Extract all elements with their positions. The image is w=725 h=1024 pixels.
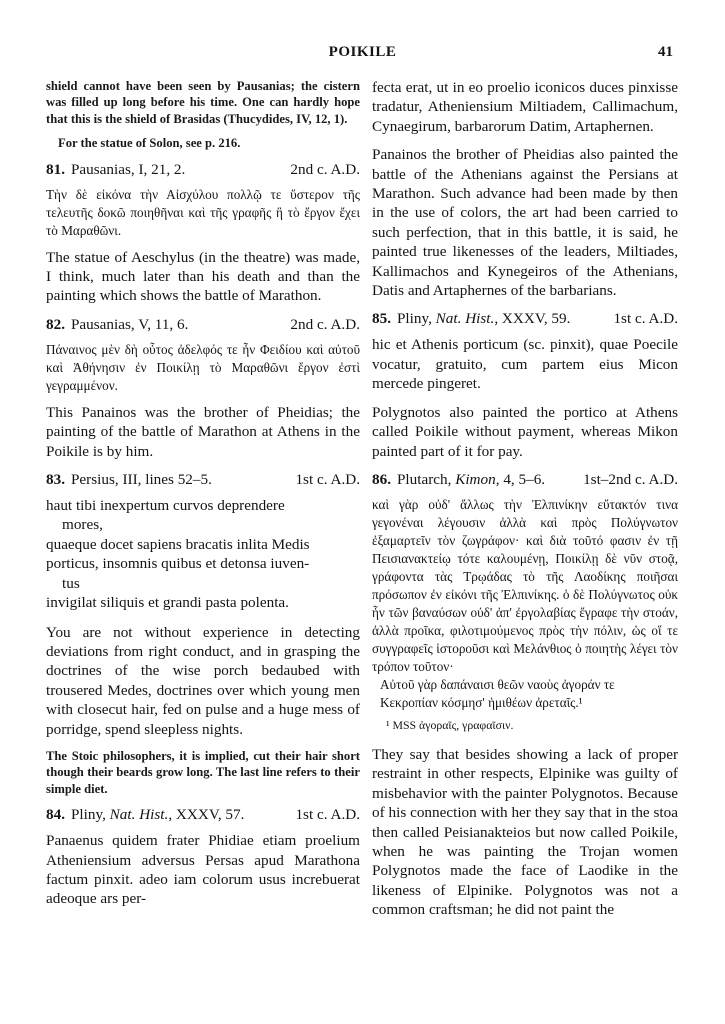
- entry-83-latin-verse: [46, 496, 360, 612]
- entry-86-source-ref: , 4, 5–6.: [495, 470, 546, 488]
- entry-81: [46, 160, 360, 306]
- entry-85-latin: hic et Athenis porticum (sc. pinxit), quae Poecile vocatur, gratuito, cum partem eius Micon mercede pingeret.: [372, 336, 678, 393]
- verse-line: invigilat siliquis et grandi pasta polenta.: [46, 594, 289, 612]
- greek-verse-line: Αὐτοῦ γὰρ δαπάναισι θεῶν ναοὺς ἀγοράν τε: [380, 676, 615, 692]
- entry-86-number: 86.: [372, 470, 391, 488]
- entry-84-latin-continued: fecta erat, ut in eo proelio iconicos duces pinxisse tradatur, Atheniensium Miltiadem, Callimachum, Cynaegirum, barbarorum Datim, Artaphernen.: [372, 79, 678, 135]
- verse-line: quaeque docet sapiens bracatis inlita Medis: [46, 535, 310, 553]
- entry-81-heading: [46, 160, 360, 180]
- running-title: POIKILE: [328, 44, 397, 60]
- entry-82-number: 82.: [46, 315, 65, 333]
- entry-85-number: 85.: [372, 310, 391, 328]
- entry-84-source-title: Nat. Hist.: [109, 806, 169, 824]
- entry-84-latin: Panaenus quidem frater Phidiae etiam proelium Atheniensium adversus Persas apud Marathona factum pinxit. adeo iam colorum usus increbuerat adeoque ars per-: [46, 832, 360, 908]
- entry-83-heading: [46, 470, 360, 490]
- footnote: ¹ MSS ἀγοραῖς, γραφαῖσιν.: [386, 717, 514, 732]
- greek-verse-line: Κεκροπίαν κόσμησ' ἡμιθέων ἀρεταῖς.¹: [380, 694, 583, 710]
- entry-84-english: Panainos the brother of Pheidias also painted the battle of the Athenians against the Persians at Marathon. Such advance had been made by then in the use of colors, the art had been carried to such perfection, that in this battle, it is said, he painted true likenesses of the leaders, Miltiades, Kallimachos and Kynegeiros of the Athenians, Datis and Artaphernes of the barbarians.: [372, 146, 678, 300]
- entry-86-date: 1st–2nd c. A.D.: [583, 470, 678, 488]
- intro-note-solon: For the statue of Solon, see p. 216.: [58, 136, 241, 151]
- entry-86-source-title: Kimon: [455, 470, 496, 488]
- entry-83-english: You are not without experience in detecting deviations from right conduct, and in grasping the doctrines of the wise porch bedaubed with trousered Medes, doctrines over which young men with closecut hair, fed on pulse and a huge mess of porridge, spend sleepless nights.: [46, 623, 360, 738]
- entry-85-heading: [372, 309, 678, 329]
- entry-81-date: 2nd c. A.D.: [290, 160, 360, 178]
- entry-84: [46, 805, 360, 909]
- intro-note: shield cannot have been seen by Pausanias; the cistern was filled up long before his time. One can hardly hope that this is the shield of Brasidas (Thucydides, IV, 12, 1).: [46, 79, 360, 126]
- page-number: 41: [658, 44, 673, 60]
- entry-83-date: 1st c. A.D.: [295, 471, 360, 489]
- entry-83-number: 83.: [46, 471, 65, 489]
- entry-85-english: Polygnotos also painted the portico at Athens called Poikile without payment, whereas Mikon painted part of it for pay.: [372, 403, 678, 460]
- entry-81-source: Pausanias, I, 21, 2.: [70, 160, 186, 178]
- entry-82-greek: Πάναινος μὲν δὴ οὗτος ἀδελφός τε ἦν Φειδίου καὶ αὐτοῦ καὶ Ἀθήνησιν ἐν Ποικίλῃ τὸ Μαραθῶνι ἔργον ἐστὶ γεγραμμένον.: [46, 341, 360, 393]
- entry-82-heading: [46, 315, 360, 335]
- entry-82-english: This Panainos was the brother of Pheidias; the painting of the battle of Marathon at Athens in the Poikile is by him.: [46, 403, 360, 460]
- entry-81-number: 81.: [46, 160, 65, 178]
- running-head: [0, 44, 725, 66]
- entry-84-source: Pliny,: [70, 806, 110, 824]
- entry-85: [372, 309, 678, 460]
- entry-85-source-ref: , XXXV, 59.: [494, 310, 571, 328]
- entry-86: [372, 470, 678, 920]
- entry-85-source-title: Nat. Hist.: [435, 310, 495, 328]
- verse-line: porticus, insomnis quibus et detonsa iuven-: [46, 555, 310, 573]
- entry-84-number: 84.: [46, 806, 65, 824]
- entry-84-date: 1st c. A.D.: [295, 806, 360, 824]
- entry-81-english: The statue of Aeschylus (in the theatre) was made, I think, much later than his death and than the painting which shows the battle of Marathon.: [46, 248, 360, 305]
- entry-86-greek-verse: [372, 676, 678, 712]
- entry-82: [46, 315, 360, 461]
- entry-82-date: 2nd c. A.D.: [290, 315, 360, 333]
- verse-line-continuation: mores,: [62, 516, 103, 534]
- right-column: [372, 78, 678, 929]
- entry-81-greek: Τὴν δὲ εἰκόνα τὴν Αἰσχύλου πολλῷ τε ὕστερον τῆς τελευτῆς δοκῶ ποιηθῆναι καὶ τῆς γραφῆς ἣ τὸ ἔργον ἔχει τὸ Μαραθῶνι.: [46, 186, 360, 238]
- entry-86-heading: [372, 470, 678, 490]
- verse-line-continuation: tus: [62, 574, 80, 592]
- entry-82-source: Pausanias, V, 11, 6.: [70, 315, 189, 333]
- entry-85-date: 1st c. A.D.: [613, 310, 678, 328]
- entry-83: [46, 470, 360, 797]
- entry-85-source: Pliny,: [396, 310, 436, 328]
- entry-86-english: They say that besides showing a lack of proper restraint in other respects, Elpinike was guilty of misbehavior with the painter Polygnotos. Because of his connection with her they say that in the stoa then called Peisianakteios but now called Poikile, when he was painting the Trojan women Polygnotos made the face of Laodike in the likeness of Elpinike. Polygnotos was not a common craftsman; he did not paint the: [372, 745, 678, 919]
- entry-86-source: Plutarch,: [396, 470, 456, 488]
- entry-83-source: Persius, III, lines 52–5.: [70, 471, 212, 489]
- verse-line: haut tibi inexpertum curvos deprendere: [46, 497, 285, 515]
- entry-86-greek: καὶ γὰρ οὐδ' ἄλλως τὴν Ἐλπινίκην εὔτακτόν τινα γεγονέναι λέγουσιν ἀλλὰ καὶ πρὸς Πολύγνωτον ἐξαμαρτεῖν τὸν ζωγράφον· καὶ διὰ τοῦτό φασιν ἐν τῇ Πεισιανακτείῳ τότε καλουμένῃ, Ποικίλῃ δὲ νῦν στοᾷ, γράφοντα τὰς Τρῳάδας τὸ τῆς Λαοδίκης ποιῆσαι πρόσωπον ἐν εἰκόνι τῆς Ἐλπινίκης. ὁ δὲ Πολύγνωτος οὐκ ἦν τῶν βαναύσων οὐδ' ἀπ' ἐργολαβίας ἔγραφε τὴν στοάν, ἀλλὰ προῖκα, φιλοτιμούμενος πρὸς τὴν πόλιν, ὡς οἵ τε συγγραφεῖς ἱστοροῦσι καὶ Μελάνθιος ὁ ποιητὴς λέγει τὸν τρόπον τοῦτον·: [372, 496, 678, 674]
- entry-83-note: The Stoic philosophers, it is implied, cut their hair short though their beards grow long. The last line refers to their simple diet.: [46, 748, 360, 796]
- entry-84-heading: [46, 805, 360, 825]
- left-column: [46, 78, 360, 918]
- entry-84-source-ref: , XXXV, 57.: [168, 806, 245, 824]
